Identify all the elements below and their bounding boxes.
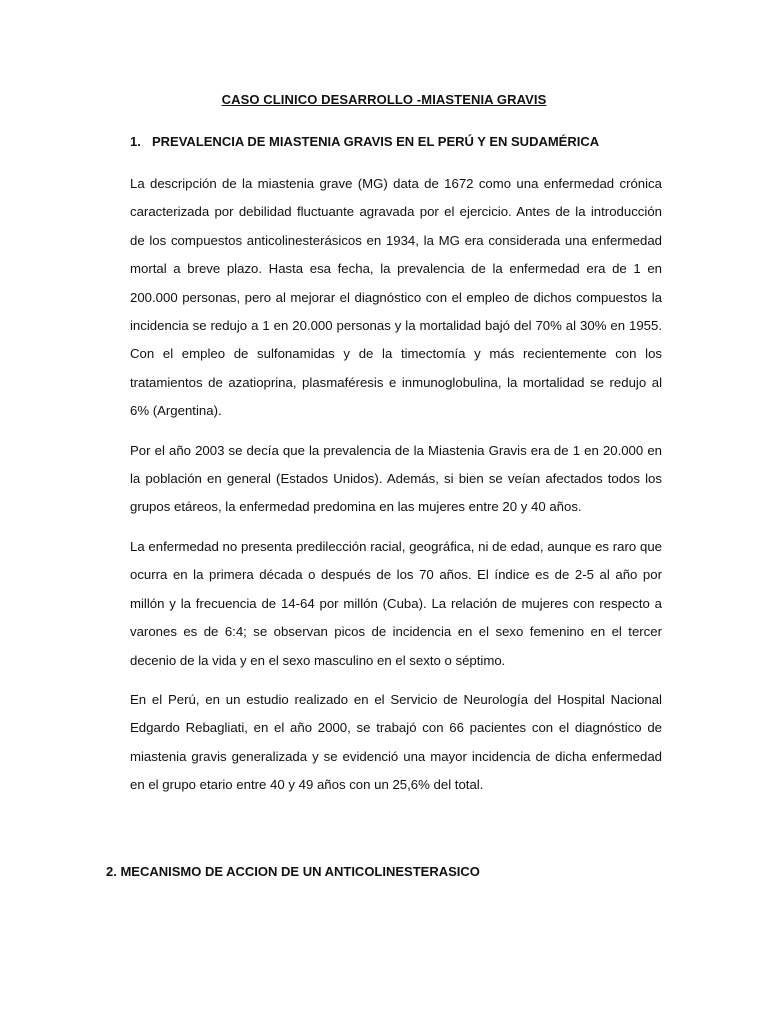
document-title: CASO CLINICO DESARROLLO -MIASTENIA GRAVIS (221, 92, 547, 107)
paragraph-1: La descripción de la miastenia grave (MG) data de 1672 como una enfermedad crónica caracterizada por debilidad fluctuante agravada por el ejercicio. Antes de la introducción de los compuestos anticolinesterásicos en 1934, la MG era considerada una enfermedad mortal a breve plazo. Hasta esa fecha, la prevalencia de la enfermedad era de 1 en 200.000 personas, pero al mejorar el diagnóstico con el empleo de dichos compuestos la incidencia se redujo a 1 en 20.000 personas y la mortalidad bajó del 70% al 30% en 1955. Con el empleo de sulfonamidas y de la timectomía y más recientemente con los tratamientos de azatioprina, plasmaféresis e inmunoglobulina, la mortalidad se redujo al 6% (Argentina). (130, 176, 662, 419)
section-2-heading: 2. MECANISMO DE ACCION DE UN ANTICOLINESTERASICO (106, 864, 480, 879)
section-1-number: 1. (130, 134, 141, 149)
paragraph-2: Por el año 2003 se decía que la prevalencia de la Miastenia Gravis era de 1 en 20.000 en la población en general (Estados Unidos). Además, si bien se veían afectados todos los grupos etáreos, la enfermedad predomina en las mujeres entre 20 y 40 años. (130, 442, 662, 515)
section-1-heading (130, 134, 599, 149)
paragraph-4: En el Perú, en un estudio realizado en el Servicio de Neurología del Hospital Nacional Edgardo Rebagliati, en el año 2000, se trabajó con 66 pacientes con el diagnóstico de miastenia gravis generalizada y se evidenció una mayor incidencia de dicha enfermedad en el grupo etario entre 40 y 49 años con un 25,6% del total. (130, 691, 662, 793)
section-1-heading-text: PREVALENCIA DE MIASTENIA GRAVIS EN EL PERÚ Y EN SUDAMÉRICA (152, 134, 600, 149)
paragraph-3: La enfermedad no presenta predilección racial, geográfica, ni de edad, aunque es raro que ocurra en la primera década o después de los 70 años. El índice es de 2-5 al año por millón y la frecuencia de 14-64 por millón (Cuba). La relación de mujeres con respecto a varones es de 6:4; se observan picos de incidencia en el sexo femenino en el tercer decenio de la vida y en el sexo masculino en el sexto o séptimo. (130, 538, 662, 668)
section-1-body (130, 170, 662, 811)
